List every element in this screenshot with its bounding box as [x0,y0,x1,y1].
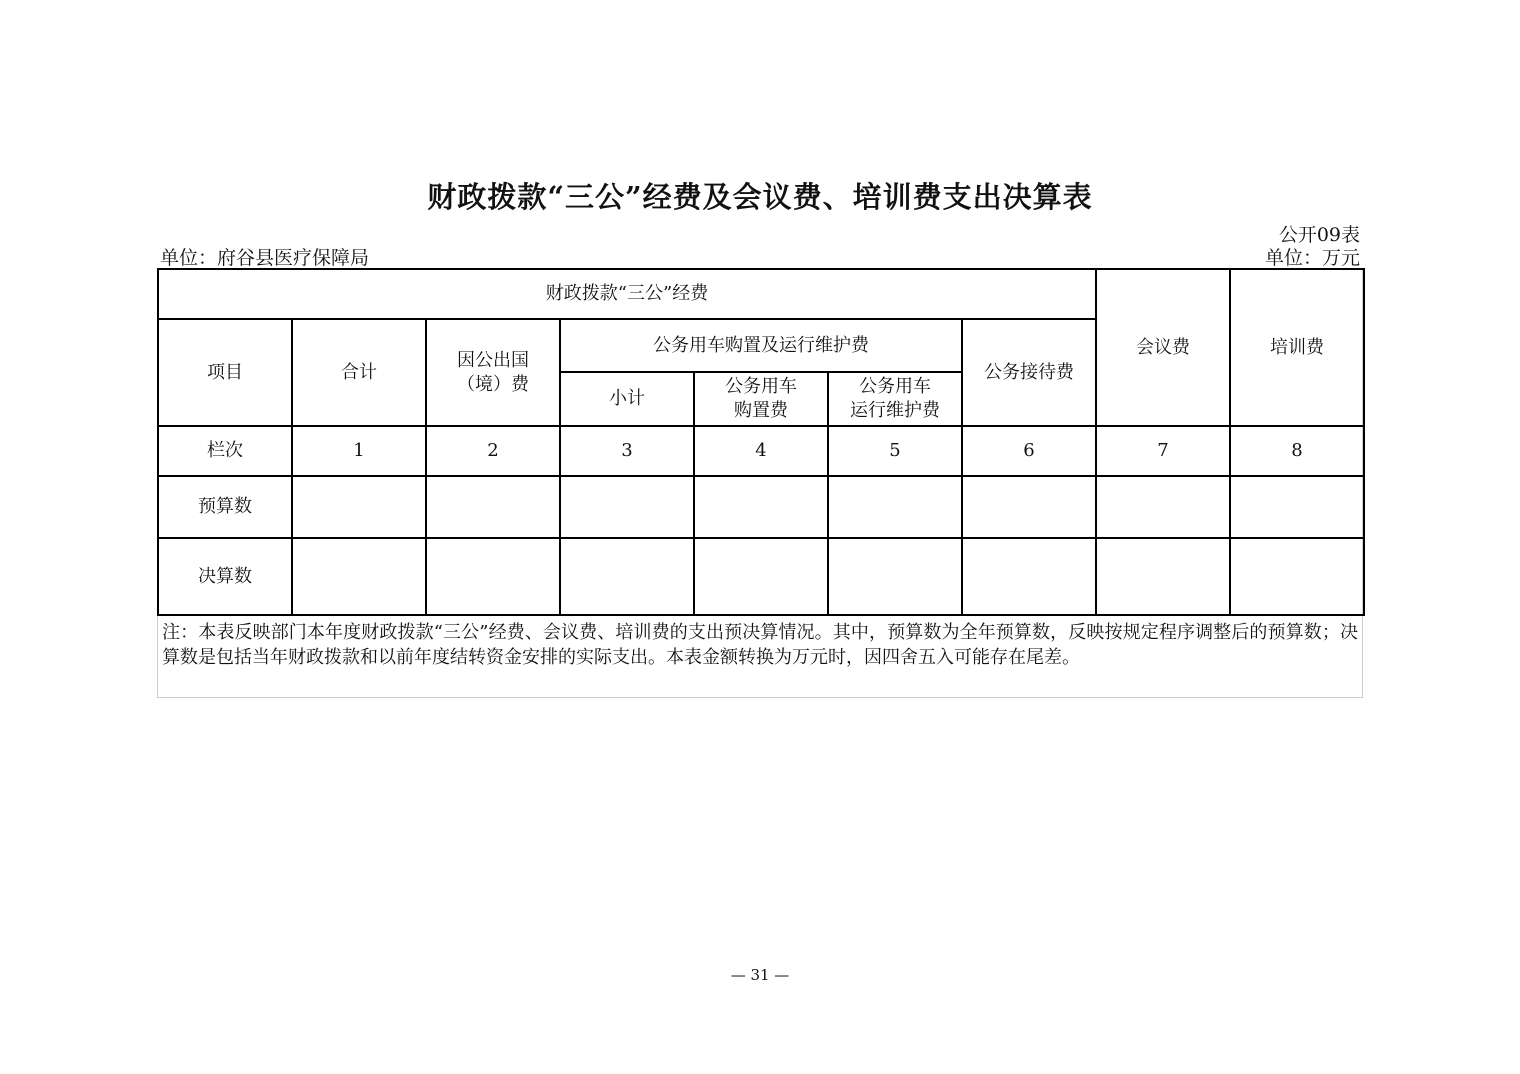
header-car-operation-line2: 运行维护费 [850,400,940,421]
header-abroad-line2: （境）费 [457,373,529,395]
table-cell [560,538,694,615]
unit-currency: 单位：万元 [1264,247,1360,269]
header-car-operation-line1: 公务用车 [859,376,931,397]
header-abroad-line1: 因公出国 [457,349,529,371]
table-cell: 1 [292,426,426,476]
header-reception: 公务接待费 [962,319,1096,426]
table-row-final [158,538,1364,615]
table-cell [292,476,426,538]
table-cell [962,476,1096,538]
table-cell: 2 [426,426,560,476]
table-cell [560,476,694,538]
table-row-column-index [158,426,1364,476]
table-cell [1230,538,1364,615]
table-cell: 8 [1230,426,1364,476]
unit-organization: 单位：府谷县医疗保障局 [160,247,370,269]
table-cell: 7 [1096,426,1230,476]
header-training: 培训费 [1230,269,1364,426]
header-total: 合计 [292,319,426,426]
page-number: — 31 — [730,966,790,984]
table-cell [1096,538,1230,615]
table-cell [426,476,560,538]
header-car-subtotal: 小计 [560,372,694,426]
table-cell [962,538,1096,615]
table-cell [694,538,828,615]
header-group-cell: 财政拨款“三公”经费 [158,269,1096,319]
header-car-purchase-line2: 购置费 [734,400,788,421]
table-row-budget [158,476,1364,538]
row-label-column-index: 栏次 [158,426,292,476]
table-cell: 5 [828,426,962,476]
expenditure-table [157,268,1365,616]
table-cell [1230,476,1364,538]
form-code: 公开09表 [1278,224,1360,246]
table-cell: 4 [694,426,828,476]
row-label-final: 决算数 [158,538,292,615]
header-car-purchase-line1: 公务用车 [725,376,797,397]
header-abroad [426,319,560,426]
table-cell [426,538,560,615]
table-cell [1096,476,1230,538]
header-car-purchase [694,372,828,426]
table-cell: 3 [560,426,694,476]
table-cell [828,538,962,615]
row-label-budget: 预算数 [158,476,292,538]
header-item: 项目 [158,319,292,426]
document-title: 财政拨款“三公”经费及会议费、培训费支出决算表 [427,180,1093,214]
header-car-operation [828,372,962,426]
table-cell [694,476,828,538]
header-car-group: 公务用车购置及运行维护费 [560,319,962,372]
table-cell: 6 [962,426,1096,476]
table-cell [292,538,426,615]
table-cell [828,476,962,538]
header-meeting: 会议费 [1096,269,1230,426]
table-note: 注：本表反映部门本年度财政拨款“三公”经费、会议费、培训费的支出预决算情况。其中，预算数为全年预算数，反映按规定程序调整后的预算数；决算数是包括当年财政拨款和以前年度结转资金安排的实际支出。本表金额转换为万元时，因四舍五入可能存在尾差。 [162,622,1358,668]
